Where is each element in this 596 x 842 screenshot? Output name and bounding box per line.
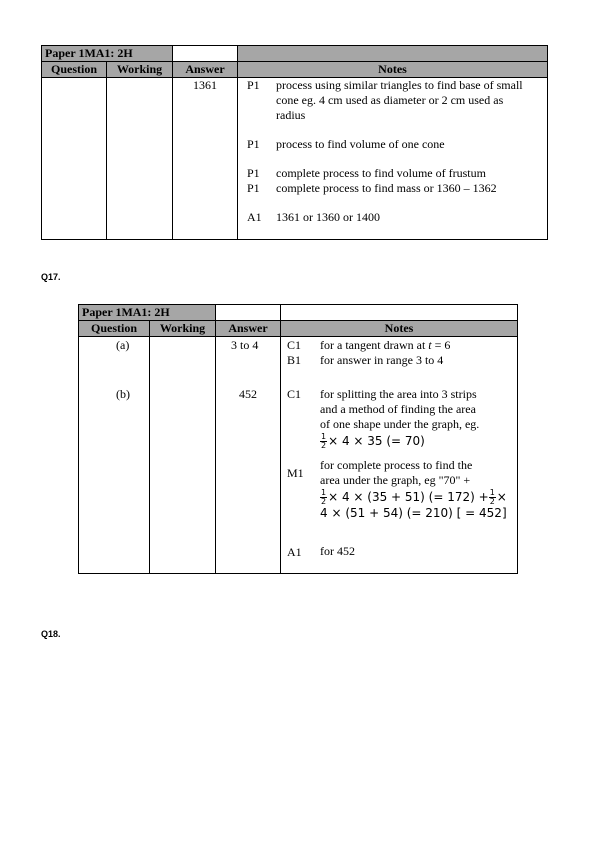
question-part-a: (a): [116, 338, 130, 352]
mark-note: complete process to find mass or 1360 – 1362: [276, 181, 497, 195]
question-label-q17: Q17.: [41, 272, 61, 282]
note-line: for complete process to find the: [320, 458, 473, 472]
fraction-numerator: 1: [489, 488, 495, 497]
mark-note: [320, 458, 514, 521]
fraction-half: [320, 433, 327, 450]
mark-code: P1: [247, 137, 260, 151]
note-text: for a tangent drawn at: [320, 338, 429, 352]
header-spacer: [238, 46, 548, 62]
notes-cell: [281, 337, 518, 574]
mark-code: M1: [287, 466, 304, 480]
note-line: for splitting the area into 3 strips: [320, 387, 477, 401]
note-line: cone eg. 4 cm used as diameter or 2 cm used as: [276, 93, 504, 107]
mark-note: for 452: [320, 544, 355, 558]
note-line: and a method of finding the area: [320, 402, 476, 416]
question-label-q18: Q18.: [41, 629, 61, 639]
header-question: Question: [79, 321, 150, 337]
header-question: Question: [42, 62, 107, 78]
mark-code: A1: [287, 545, 302, 559]
note-expression: [320, 489, 514, 506]
mark-note: [276, 78, 544, 123]
header-notes: Notes: [281, 321, 518, 337]
mark-code: C1: [287, 387, 302, 401]
question-part-b: (b): [116, 387, 130, 401]
answer-part-a: 3 to 4: [231, 338, 259, 352]
header-spacer: [173, 46, 238, 62]
fraction-half: [489, 489, 496, 506]
fraction-denominator: 2: [321, 497, 327, 506]
question-cell: [79, 337, 150, 574]
header-notes: Notes: [238, 62, 548, 78]
mark-code: P1: [247, 78, 260, 92]
paper-title: Paper 1MA1: 2H: [79, 305, 216, 321]
expression-text: × 4 × 35 (= 70): [328, 434, 425, 448]
note-text: = 6: [431, 338, 451, 352]
working-cell: [107, 78, 173, 240]
mark-note: [320, 387, 514, 450]
answer-cell: [216, 337, 281, 574]
fraction-denominator: 2: [489, 497, 495, 506]
header-working: Working: [107, 62, 173, 78]
working-cell: [150, 337, 216, 574]
expression-text: × 4 × (35 + 51) (= 172) +: [328, 490, 489, 504]
note-line: process using similar triangles to find base of small: [276, 78, 523, 92]
mark-code: P1: [247, 181, 260, 195]
header-spacer: [216, 305, 281, 321]
header-answer: Answer: [173, 62, 238, 78]
mark-note: for answer in range 3 to 4: [320, 353, 444, 367]
header-spacer: [281, 305, 518, 321]
expression-text: ×: [496, 490, 507, 504]
mark-note: 1361 or 1360 or 1400: [276, 210, 380, 224]
note-line: radius: [276, 108, 306, 122]
header-working: Working: [150, 321, 216, 337]
mark-code: B1: [287, 353, 302, 367]
answer-part-b: 452: [239, 387, 257, 401]
mark-code: P1: [247, 166, 260, 180]
answer-value: 1361: [193, 78, 218, 92]
note-line: of one shape under the graph, eg.: [320, 417, 480, 431]
fraction-numerator: 1: [321, 488, 327, 497]
fraction-half: [320, 489, 327, 506]
mark-note: process to find volume of one cone: [276, 137, 445, 151]
answer-cell: [173, 78, 238, 240]
fraction-denominator: 2: [321, 441, 327, 450]
fraction-numerator: 1: [321, 432, 327, 441]
mark-note: [320, 338, 450, 353]
mark-code: C1: [287, 338, 302, 352]
question-cell: [42, 78, 107, 240]
note-variable: t: [428, 338, 432, 352]
note-expression: [320, 433, 514, 450]
note-line: area under the graph, eg "70" +: [320, 473, 471, 487]
note-expression: 4 × (51 + 54) (= 210) [ = 452]: [320, 506, 507, 520]
paper-title: Paper 1MA1: 2H: [42, 46, 173, 62]
mark-code: A1: [247, 210, 262, 224]
mark-note: complete process to find volume of frustum: [276, 166, 486, 180]
header-answer: Answer: [216, 321, 281, 337]
